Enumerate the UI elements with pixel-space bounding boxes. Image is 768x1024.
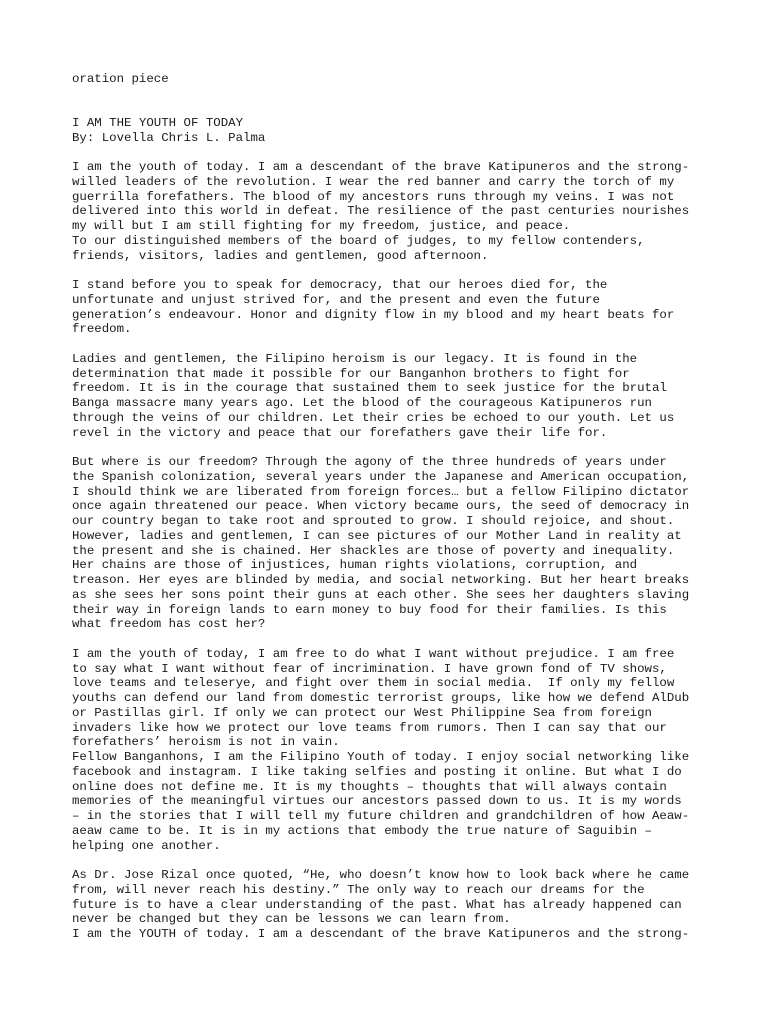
text-line: through the veins of our children. Let their cries be echoed to our youth. Let us [72, 410, 675, 425]
text-line: or Pastillas girl. If only we can protect our West Philippine Sea from foreign [72, 705, 652, 720]
paragraph [72, 647, 702, 750]
text-line: I should think we are liberated from foreign forces… but a fellow Filipino dictator [72, 484, 690, 499]
paragraph [72, 234, 702, 264]
text-line: Ladies and gentlemen, the Filipino heroism is our legacy. It is found in the [72, 351, 638, 366]
text-line: But where is our freedom? Through the agony of the three hundreds of years under [72, 455, 667, 470]
text-line: I am the YOUTH of today. I am a descendant of the brave Katipuneros and the strong- [72, 927, 690, 942]
text-line: treason. Her eyes are blinded by media, and social networking. But her heart breaks [72, 573, 690, 588]
text-line: determination that made it possible for our Banganhon brothers to fight for [72, 366, 630, 381]
title-block [72, 116, 265, 146]
paragraph [72, 927, 702, 942]
text-line: the present and she is chained. Her shackles are those of poverty and inequality. [72, 543, 675, 558]
document-byline: By: Lovella Chris L. Palma [72, 130, 266, 145]
document-header: oration piece [72, 72, 169, 86]
text-line: facebook and instagram. I like taking selfies and posting it online. But what I do [72, 764, 682, 779]
text-line: forefathers’ heroism is not in vain. [72, 735, 340, 750]
paragraph [72, 750, 702, 853]
paragraph [72, 352, 702, 441]
text-line: as she sees her sons point their guns at each other. She sees her daughters slaving [72, 587, 690, 602]
paragraph [72, 868, 702, 927]
text-line: willed leaders of the revolution. I wear the red banner and carry the torch of my [72, 174, 675, 189]
text-line: our country began to take root and sprouted to grow. I should rejoice, and shout. [72, 514, 675, 529]
text-line: online does not define me. It is my thoughts – thoughts that will always contain [72, 779, 667, 794]
text-line: As Dr. Jose Rizal once quoted, “He, who doesn’t know how to look back where he came [72, 868, 690, 883]
text-line: the Spanish colonization, several years under the Japanese and American occupation, [72, 469, 690, 484]
text-line: to say what I want without fear of incrimination. I have grown fond of TV shows, [72, 661, 667, 676]
document-title: I AM THE YOUTH OF TODAY [72, 116, 244, 130]
text-line: However, ladies and gentlemen, I can see pictures of our Mother Land in reality at [72, 528, 682, 543]
text-line: never be changed but they can be lessons we can learn from. [72, 912, 511, 927]
text-line: freedom. [72, 322, 132, 337]
text-line: aeaw came to be. It is in my actions that embody the true nature of Saguibin – [72, 823, 652, 838]
paragraph [72, 160, 702, 234]
text-line: my will but I am still fighting for my freedom, justice, and peace. [72, 219, 571, 233]
text-line: Her chains are those of injustices, human rights violations, corruption, and [72, 558, 638, 573]
text-line: Fellow Banganhons, I am the Filipino Youth of today. I enjoy social networking like [72, 750, 690, 765]
text-line: To our distinguished members of the board of judges, to my fellow contenders, [72, 233, 645, 248]
text-line: freedom. It is in the courage that sustained them to seek justice for the brutal [72, 381, 667, 396]
text-line: revel in the victory and peace that our forefathers gave their life for. [72, 425, 608, 440]
text-line: love teams and teleserye, and fight over them in social media. If only my fellow [72, 676, 675, 691]
paragraph [72, 278, 702, 337]
text-line: from, will never reach his destiny.” The only way to reach our dreams for the [72, 882, 645, 897]
text-line: – in the stories that I will tell my future children and grandchildren of how Aeaw- [72, 809, 690, 824]
text-line: generation’s endeavour. Honor and dignity flow in my blood and my heart beats for [72, 307, 675, 322]
text-line: I stand before you to speak for democracy, that our heroes died for, the [72, 278, 608, 293]
text-line: memories of the meaningful virtues our ancestors passed down to us. It is my words [72, 794, 682, 809]
text-line: youths can defend our land from domestic terrorist groups, like how we defend AlDub [72, 691, 690, 706]
text-line: I am the youth of today, I am free to do what I want without prejudice. I am free [72, 646, 675, 661]
text-line: once again threatened our peace. When victory became ours, the seed of democracy in [72, 499, 690, 514]
text-line: friends, visitors, ladies and gentlemen, good afternoon. [72, 248, 489, 263]
text-line: guerrilla forefathers. The blood of my ancestors runs through my veins. I was not [72, 189, 675, 204]
text-line: I am the youth of today. I am a descendant of the brave Katipuneros and the strong- [72, 160, 690, 174]
text-line: invaders like how we protect our love teams from rumors. Then I can say that our [72, 720, 667, 735]
text-line: what freedom has cost her? [72, 617, 266, 632]
text-line: helping one another. [72, 838, 221, 853]
text-line: unfortunate and unjust strived for, and the present and even the future [72, 292, 600, 307]
text-line: Banga massacre many years ago. Let the blood of the courageous Katipuneros run [72, 396, 652, 411]
document-body [72, 160, 702, 942]
paragraph [72, 455, 702, 632]
text-line: their way in foreign lands to earn money to buy food for their families. Is this [72, 602, 667, 617]
text-line: delivered into this world in defeat. The resilience of the past centuries nourishes [72, 204, 690, 219]
text-line: future is to have a clear understanding of the past. What has already happened can [72, 897, 682, 912]
